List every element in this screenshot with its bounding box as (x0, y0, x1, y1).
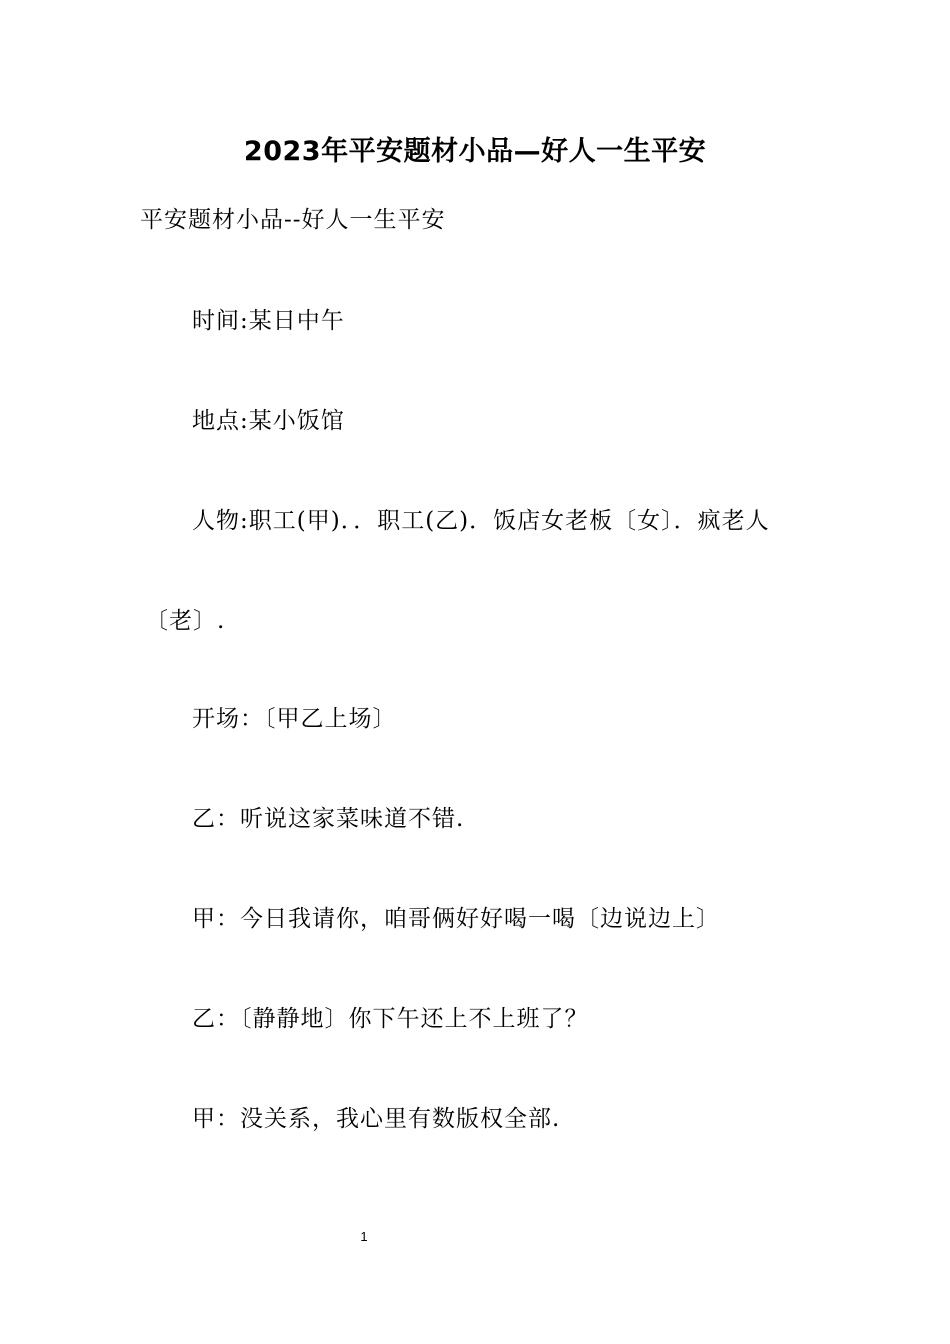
dialogue-line: 乙：听说这家菜味道不错. (192, 806, 465, 832)
location-line: 地点:某小饭馆 (192, 408, 345, 434)
subtitle: 平安题材小品--好人一生平安 (140, 207, 446, 233)
characters-line: 人物:职工(甲)．．职工(乙)．饭店女老板〔女〕．疯老人 (192, 508, 770, 534)
dialogue-line: 甲：今日我请你，咱哥俩好好喝一喝〔边说边上〕 (192, 906, 720, 932)
page-number: 1 (360, 1229, 368, 1244)
time-line: 时间:某日中午 (192, 308, 345, 334)
opening-line: 开场：〔甲乙上场〕 (192, 706, 397, 732)
dialogue-line: 甲：没关系，我心里有数版权全部. (192, 1106, 561, 1132)
document-title: 2023年平安题材小品—好人一生平安 (243, 136, 707, 167)
dialogue-line: 乙：〔静静地〕你下午还上不上班了？ (192, 1006, 589, 1032)
characters-line-continued: 〔老〕. (145, 608, 226, 634)
